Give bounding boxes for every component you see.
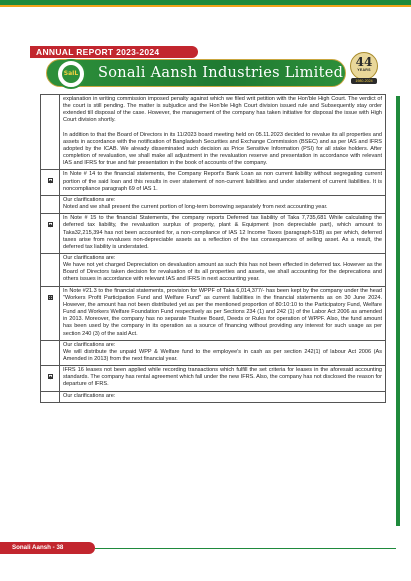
badge-years: 1980-2024	[355, 79, 373, 83]
anniversary-badge-icon	[350, 52, 378, 92]
observation-row	[41, 170, 386, 195]
row-text-cell	[60, 253, 386, 286]
row-paragraph: Our clarifications are: Noted and we shall present the current portion of long-term borrowing separately from next accounting year.	[63, 196, 328, 211]
row-paragraph: Our clarifications are: We have not yet charged Depreciation on devaluation amount as such this has not been effected in deferred tax. However as the Board of Directors taken decision for revaluation of its all properties and assets, we shall accounting for the deprecations and others issues in accordance with relevant IAS and IFRS in next accounting year.	[63, 254, 382, 283]
row-paragraph: explanation in writing commission imposed penalty against which we filed writ petition with the Hon'ble High Court. The verdict of the court is still pending. The matter is subjudice and the Hon'ble High Court division issued rule and Subsequently stay order extended till disposal of the case. However, the management of the company has taken initiative for disposal the issue with High Court division shortly.	[63, 96, 382, 124]
row-marker-cell	[41, 340, 60, 365]
row-text-cell	[60, 195, 386, 213]
annual-report-title: ANNUAL REPORT 2023-2024	[36, 47, 160, 57]
footer-page-tag	[0, 542, 95, 554]
row-marker-cell	[41, 95, 60, 170]
clarification-row	[41, 195, 386, 213]
clarification-row	[41, 95, 386, 170]
row-marker-cell	[41, 391, 60, 402]
row-paragraph: IFRS 16 leases not been applied while recording transactions which fulfill the set criteria for leases in the aforesaid accounting standards. The company has rental agreement which fall under the new IFRS. Also, the company has not disclosed the reason for departure of IFRS.	[63, 367, 382, 388]
checkbox-bullet-icon	[48, 374, 53, 379]
row-marker-cell	[41, 366, 60, 391]
row-paragraph: In Note #21.3 to the financial statements, provision for WPPF of Taka 6,014,377/- has been kept by the company under the head "Workers Profit Participation Fund and Welfare Fund" as current liabilities in the financial statements as on 30 June 2024. However, the amount has not been distributed yet as per the mentioned proportion of 80:10:10 to the Participatory Fund, Welfare Fund and Workers Welfare Foundation Fund respectively as per Sections 234 (1) and 242 (1) of the Labor Act 2006 as amended in 2013. Moreover, the company has no separate Trustee Board, Deeds or Rules for operation of WPPF. Also, the fund amount has been used by the company in its operation as a source of financing without providing any interest for such usage as per section 240 (3) of the said Act.	[63, 287, 382, 337]
top-orange-bar	[0, 5, 411, 7]
row-marker-cell	[41, 214, 60, 254]
company-name: Sonali Aansh Industries Limited	[98, 65, 344, 81]
row-marker-cell	[41, 195, 60, 213]
row-text-cell	[60, 170, 386, 195]
clarification-row	[41, 340, 386, 365]
checkbox-bullet-icon	[48, 295, 53, 300]
observation-row	[41, 366, 386, 391]
checkbox-bullet-icon	[48, 222, 53, 227]
row-paragraph: Our clarifications are: We will distribute the unpaid WPP & Welfare fund to the employee's in cash as per section 242(1) of labour Act 2006 (As Amended in 2013) from the next financial year.	[63, 341, 382, 362]
row-paragraph: In Note # 15 to the financial Statements, the company reports Deferred tax liability of Taka 7,735,681 While calculating the deferred tax liability, the revaluation surplus of property, plant & Equipment (non depreciable part), which amount to Taka32,215,394 has not been accounted for, a non-compliance of IAS 12 Income Taxes (paragraph-51B) as per which, deferred taxes arise from revaluses non-depreciable assets as a reflection of the tax consequences of selling asset. As a result, the deferred tax liability is understated.	[63, 215, 382, 250]
row-text-cell	[60, 391, 386, 402]
clarification-row	[41, 253, 386, 286]
row-marker-cell	[41, 286, 60, 340]
row-text-cell	[60, 366, 386, 391]
company-logo-icon	[56, 59, 86, 89]
logo-text: SaIL	[62, 65, 80, 83]
row-text-cell	[60, 286, 386, 340]
row-paragraph: In Note # 14 to the financial statements, the Company Report's Bank Loan as non current liability without segregating current portion of the said loan and this results in over statement of non-current liabilities and under statement of current liabilities. It is noncompliance paragraph 69 of IAS 1.	[63, 171, 382, 192]
checkbox-bullet-icon	[48, 178, 53, 183]
audit-observations-table	[40, 94, 386, 403]
badge-number: 44	[355, 55, 373, 69]
row-marker-cell	[41, 170, 60, 195]
row-text-cell	[60, 95, 386, 170]
footer-page-label: Sonali Aansh - 38	[12, 544, 64, 551]
footer-divider	[95, 548, 396, 549]
clarification-row	[41, 391, 386, 402]
row-text-cell	[60, 340, 386, 365]
observation-row	[41, 214, 386, 254]
right-decorative-strip	[396, 96, 400, 526]
row-text-cell	[60, 214, 386, 254]
row-marker-cell	[41, 253, 60, 286]
observation-row	[41, 286, 386, 340]
badge-ribbon	[351, 78, 377, 84]
row-paragraph: Our clarifications are:	[63, 392, 116, 399]
badge-label: YEARS	[357, 68, 371, 72]
annual-report-banner	[30, 46, 198, 58]
row-paragraph: In addition to that the Board of Directors in its 11/2023 board meeting held on 05.11.2023 decided to revalue its all properties and assets in accordance with the notification of Bangladesh Securities and Exchange Commission (BSEC) and as per IAS and IFRS adopted by the ICAB. We already disseminated such decision as Price Sensitive Information (PSI) for all stake holders. After completion of revaluation, we shall make all adjustment in the revaluation reserve and presentation in accordance with relevant IAS and IFRS for true and fair presentation in the book of accounts of the company.	[63, 131, 382, 167]
